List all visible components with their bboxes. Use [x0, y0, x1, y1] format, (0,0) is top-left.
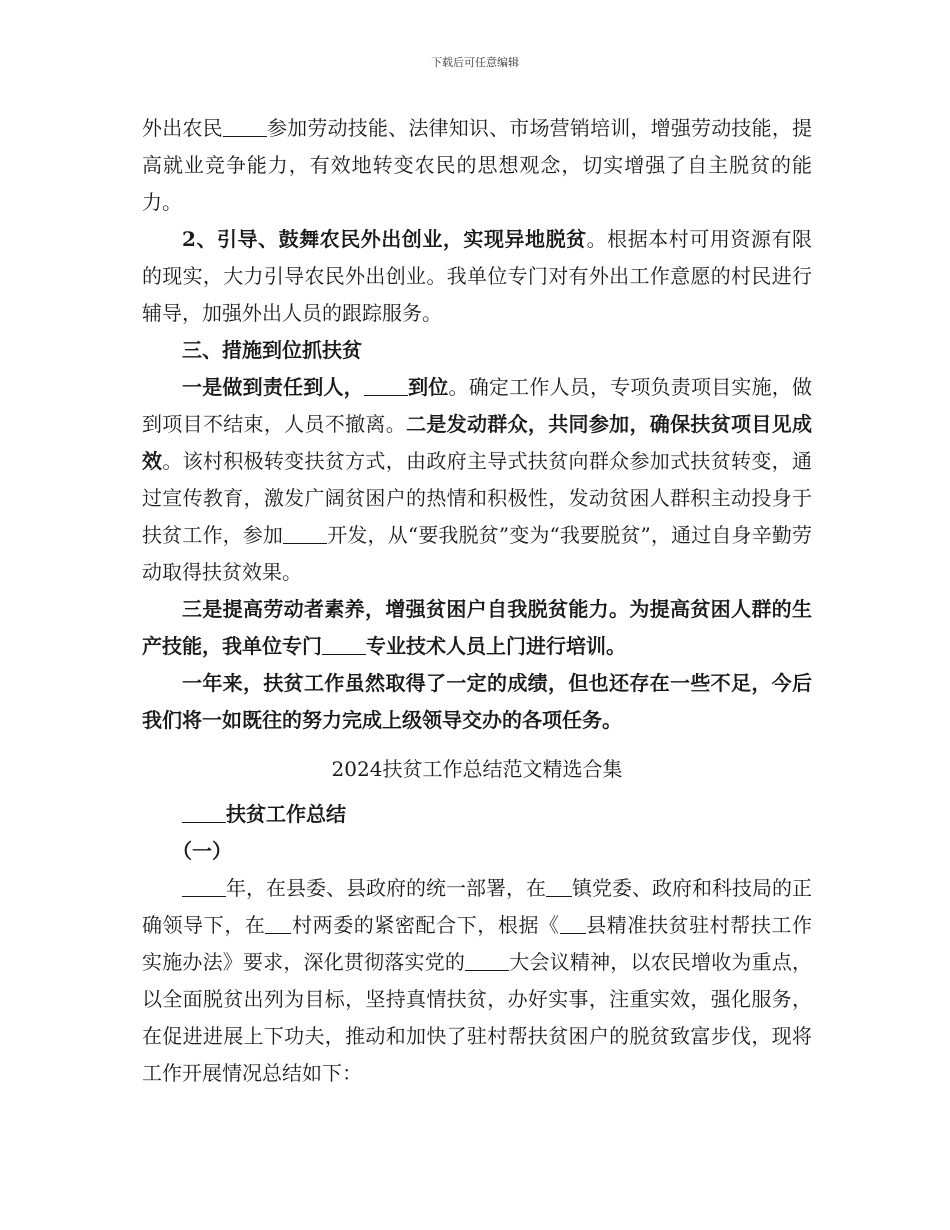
blank-line	[182, 876, 226, 897]
paragraph-7	[142, 870, 812, 1092]
p4-text-b: 。该村积极转变扶贫方式，由政府主导式扶贫向群众参加式扶贫转变，通过宣传教育，激发广阔贫困户的热情和积极性，发动贫困人群积主动投身于扶贫工作，参加	[142, 449, 812, 547]
blank-line	[560, 913, 586, 934]
sub-heading	[142, 796, 812, 833]
blank-line	[465, 950, 509, 971]
blank-line	[283, 523, 327, 544]
blank-line	[223, 116, 267, 137]
sub-heading-text: 扶贫工作总结	[226, 802, 346, 826]
p1-text-b: 参加劳动技能、法律知识、市场营销培训，增强劳动技能，提高就业竞争能力，有效地转变农民的思想观念，切实增强了自主脱贫的能力。	[142, 116, 813, 214]
blank-line	[546, 876, 572, 897]
p7-text-e: 大会议精神，以农民增收为重点，以全面脱贫出列为目标，坚持真情扶贫，办好实事，注重实效，强化服务，在促进进展上下功夫，推动和加快了驻村帮扶贫困户的脱贫致富步伐，现将工作开展情况总结如下：	[142, 950, 813, 1085]
header-note: 下载后可任意编辑	[431, 56, 519, 69]
paragraph-4	[142, 369, 812, 591]
p5-bold-a: 三是提高劳动者素养，增强贫困户自我脱贫能力。为提高贫困人群的生产技能，我单位专门	[142, 597, 812, 658]
document-body	[142, 110, 812, 1092]
p2-bold-lead: 2、引导、鼓舞农民外出创业，实现异地脱贫	[182, 227, 587, 251]
p4-text-a: 。确定工作人员，专项负责项目实施，做到项目不结束，人员不撤离。	[142, 375, 813, 436]
blank-line	[322, 634, 366, 655]
section-heading-3: 三、措施到位抓扶贫	[182, 338, 362, 362]
p7-text-c: 村两委的紧密配合下，根据《	[291, 913, 560, 937]
paragraph-6: 一年来，扶贫工作虽然取得了一定的成绩，但也还存在一些不足，今后我们将一如既往的努力完成上级领导交办的各项任务。	[142, 671, 812, 732]
paragraph-1	[142, 110, 812, 221]
p7-text-a: 年，在县委、县政府的统一部署，在	[226, 876, 546, 900]
p1-text-a: 外出农民	[142, 116, 223, 140]
p4-bold-a: 一是做到责任到人，	[182, 375, 364, 399]
p7-text-d: 县精准扶贫驻村帮扶工作实施办法》要求，深化贯彻落实党的	[142, 913, 813, 974]
p4-bold-b: 到位	[407, 375, 449, 399]
p7-text-b: 镇党委、政府和科技局的正确领导下，在	[142, 876, 812, 937]
paragraph-5	[142, 591, 812, 665]
p4-bold-c: 二是发动群众，共同参加，确保扶贫项目见成效	[142, 412, 812, 473]
section-label: （一）	[172, 839, 232, 863]
paragraph-2	[142, 221, 812, 332]
blank-line	[182, 802, 226, 823]
document-title: 2024扶贫工作总结范文精选合集	[331, 757, 623, 781]
blank-line	[265, 913, 291, 934]
p4-text-c: 开发，从“要我脱贫”变为“我要脱贫”，通过自身辛勤劳动取得扶贫效果。	[142, 523, 813, 584]
p2-text: 。根据本村可用资源有限的现实，大力引导农民外出创业。我单位专门对有外出工作意愿的村民进行辅导，加强外出人员的跟踪服务。	[142, 227, 812, 325]
p5-bold-b: 专业技术人员上门进行培训。	[366, 634, 626, 658]
blank-line	[364, 375, 408, 396]
